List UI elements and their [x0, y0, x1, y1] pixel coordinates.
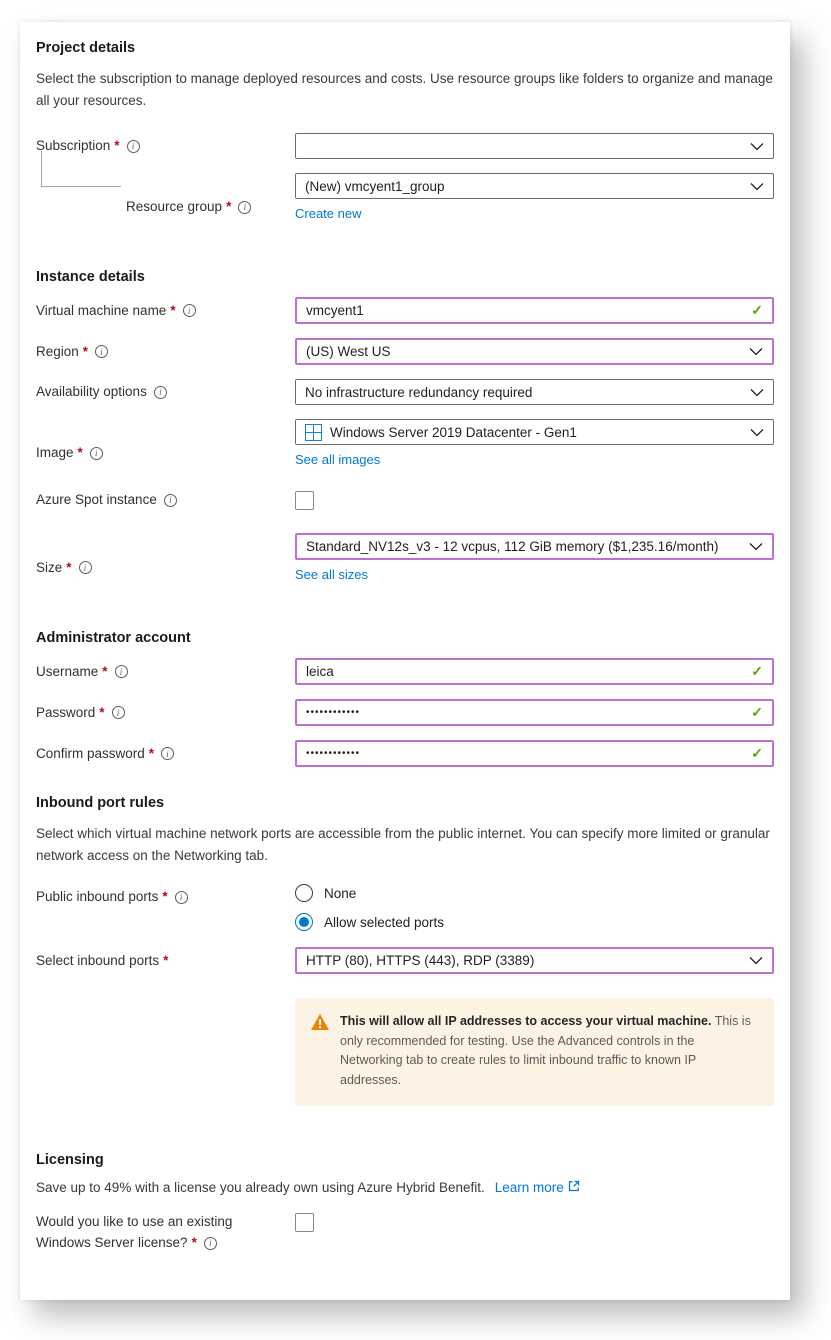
radio-selected-icon[interactable] — [295, 913, 313, 931]
ip-access-warning-banner — [295, 998, 774, 1106]
size-row — [36, 533, 774, 602]
inbound-port-rules-heading: Inbound port rules — [36, 795, 165, 812]
size-select[interactable]: Standard_NV12s_v3 - 12 vcpus, 112 GiB memory ($1,235.16/month) — [295, 533, 774, 560]
public-inbound-ports-row — [36, 884, 774, 931]
warning-text: This will allow all IP addresses to access your virtual machine. This is only recommended for testing. Use the Advanced controls in the Networking tab to create rules to limit inbound traffic to known IP addresses. — [340, 1014, 751, 1087]
inbound-port-rules-description: Select which virtual machine network ports are accessible from the public internet. You can specify more limited or granular network access on the Networking tab. — [36, 826, 770, 863]
create-new-link[interactable]: Create new — [295, 206, 362, 222]
vm-name-input[interactable] — [306, 303, 743, 318]
vm-name-row — [36, 297, 774, 324]
required-asterisk: * — [99, 704, 105, 720]
region-select[interactable]: (US) West US — [295, 338, 774, 365]
username-row — [36, 658, 774, 685]
valid-checkmark-icon: ✓ — [751, 745, 763, 762]
image-row — [36, 419, 774, 487]
confirm-password-row — [36, 740, 774, 767]
image-select[interactable]: Windows Server 2019 Datacenter - Gen1 — [295, 419, 774, 445]
username-input[interactable] — [306, 664, 743, 679]
availability-select[interactable]: No infrastructure redundancy required — [295, 379, 774, 405]
password-label: Password * i — [36, 704, 295, 722]
chevron-down-icon — [750, 388, 764, 397]
tree-connector — [41, 151, 121, 187]
required-asterisk: * — [77, 445, 83, 461]
required-asterisk: * — [226, 199, 232, 215]
licensing-heading: Licensing — [36, 1151, 104, 1168]
chevron-down-icon — [750, 142, 764, 151]
required-asterisk: * — [163, 952, 169, 968]
resource-group-row — [36, 173, 774, 241]
password-row — [36, 699, 774, 726]
subscription-row — [36, 133, 774, 159]
spot-instance-row — [36, 487, 774, 513]
region-label: Region * i — [36, 343, 295, 361]
create-vm-basics-form — [20, 22, 790, 1300]
chevron-down-icon — [750, 182, 764, 191]
spot-instance-checkbox[interactable] — [295, 491, 314, 510]
chevron-down-icon — [749, 347, 763, 356]
info-icon[interactable]: i — [112, 706, 125, 719]
region-row — [36, 338, 774, 365]
vm-name-field — [295, 297, 774, 324]
existing-license-row — [36, 1213, 774, 1252]
windows-logo-icon — [305, 424, 322, 441]
see-all-sizes-link[interactable]: See all sizes — [295, 567, 368, 583]
confirm-password-label: Confirm password * i — [36, 745, 295, 763]
info-icon[interactable]: i — [115, 665, 128, 678]
resource-group-select[interactable]: (New) vmcyent1_group — [295, 173, 774, 199]
chevron-down-icon — [750, 428, 764, 437]
availability-label: Availability options i — [36, 383, 295, 401]
info-icon[interactable]: i — [90, 447, 103, 460]
external-link-icon — [568, 1180, 580, 1195]
required-asterisk: * — [82, 343, 89, 359]
select-inbound-ports-row — [36, 947, 774, 974]
info-icon[interactable]: i — [161, 747, 174, 760]
size-label: Size * i — [36, 559, 295, 577]
required-asterisk: * — [191, 1235, 197, 1251]
info-icon[interactable]: i — [127, 140, 140, 153]
username-field — [295, 658, 774, 685]
instance-details-heading: Instance details — [36, 269, 145, 286]
public-ports-option-allow[interactable]: Allow selected ports — [295, 913, 774, 931]
info-icon[interactable]: i — [204, 1237, 217, 1250]
public-inbound-ports-label: Public inbound ports * i — [36, 884, 295, 906]
password-field — [295, 699, 774, 726]
password-input[interactable] — [306, 707, 743, 718]
info-icon[interactable]: i — [238, 201, 251, 214]
select-inbound-ports-label: Select inbound ports * — [36, 952, 295, 970]
info-icon[interactable]: i — [175, 891, 188, 904]
confirm-password-field — [295, 740, 774, 767]
required-asterisk: * — [148, 745, 155, 761]
valid-checkmark-icon: ✓ — [751, 302, 763, 319]
info-icon[interactable]: i — [95, 345, 108, 358]
spot-instance-label: Azure Spot instance i — [36, 491, 295, 509]
availability-row — [36, 379, 774, 405]
image-label: Image * i — [36, 444, 295, 462]
chevron-down-icon — [749, 956, 763, 965]
learn-more-link[interactable]: Learn more — [495, 1180, 580, 1195]
administrator-account-heading: Administrator account — [36, 630, 191, 647]
project-details-description: Select the subscription to manage deployed resources and costs. Use resource groups like folders to organize and manage all your resources. — [36, 71, 773, 108]
warning-icon — [311, 1012, 329, 1090]
project-details-heading: Project details — [36, 40, 136, 56]
required-asterisk: * — [102, 663, 108, 679]
confirm-password-input[interactable] — [306, 748, 743, 759]
inbound-ports-select[interactable]: HTTP (80), HTTPS (443), RDP (3389) — [295, 947, 774, 974]
info-icon[interactable]: i — [164, 494, 177, 507]
subscription-select[interactable] — [295, 133, 774, 159]
public-ports-option-none[interactable]: None — [295, 884, 774, 902]
required-asterisk: * — [66, 559, 72, 575]
existing-license-label: Would you like to use an existing Windows Server license? * i — [36, 1213, 295, 1252]
resource-group-label: Resource group * i — [36, 198, 295, 216]
subscription-label: Subscription * i — [36, 137, 295, 155]
chevron-down-icon — [749, 542, 763, 551]
see-all-images-link[interactable]: See all images — [295, 452, 381, 468]
existing-license-checkbox[interactable] — [295, 1213, 314, 1232]
required-asterisk: * — [170, 302, 176, 318]
username-label: Username * i — [36, 663, 295, 681]
radio-unselected-icon[interactable] — [295, 884, 313, 902]
required-asterisk: * — [162, 889, 168, 905]
licensing-description: Save up to 49% with a license you already own using Azure Hybrid Benefit. Learn more — [36, 1180, 774, 1195]
vm-name-label: Virtual machine name * i — [36, 302, 295, 320]
valid-checkmark-icon: ✓ — [751, 663, 763, 680]
info-icon[interactable]: i — [154, 386, 167, 399]
required-asterisk: * — [114, 138, 120, 154]
info-icon[interactable]: i — [79, 561, 92, 574]
info-icon[interactable]: i — [183, 304, 196, 317]
valid-checkmark-icon: ✓ — [751, 704, 763, 721]
